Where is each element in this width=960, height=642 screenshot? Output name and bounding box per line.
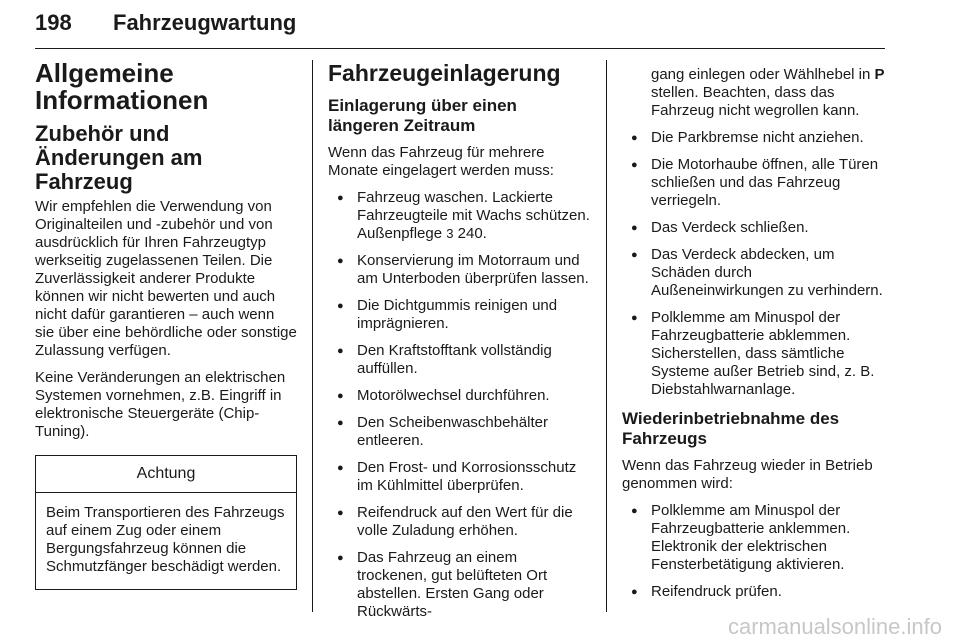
list-item: ● Den Kraftstofftank vollständig auffüllen. <box>328 342 590 378</box>
section-heading: Fahrzeugeinlagerung <box>328 60 561 86</box>
column-3 <box>622 66 886 611</box>
subsection-heading: Wiederinbetriebnahme des Fahrzeugs <box>622 409 840 448</box>
list-item: ● Den Frost- und Korrosionsschutz im Kühlmittel überprüfen. <box>328 459 590 495</box>
list-item: ● Fahrzeug waschen. Lackierte Fahrzeugteile mit Wachs schützen. Außenpflege 3 240. <box>328 189 590 243</box>
paragraph: Wenn das Fahrzeug für mehrere Monate eingelagert werden muss: <box>328 144 554 179</box>
section-heading: Allgemeine Informationen <box>35 58 209 115</box>
paragraph: Wir empfehlen die Verwendung von Originalteilen und -zubehör und von ausdrücklich für Ihren Fahrzeugtyp werkseitig zugelassenen Teilen. Die Zuverlässigkeit anderer Produkte können wir nicht bewerten und auch nicht dafür garantieren – auch wenn sie über eine behördliche oder sonstige Zulassung verfügen. <box>35 198 297 359</box>
restart-list <box>622 502 886 601</box>
subsection-heading: Zubehör und Änderungen am Fahrzeug <box>35 121 203 194</box>
column-divider <box>606 60 607 612</box>
list-item: ● Reifendruck prüfen. <box>622 583 886 601</box>
column-2 <box>328 60 590 631</box>
page-title: Fahrzeugwartung <box>113 10 297 35</box>
list-item: ● Konservierung im Motorraum und am Unterboden überprüfen lassen. <box>328 252 590 288</box>
list-item: ● Motorölwechsel durchführen. <box>328 387 590 405</box>
page-ref-arrow-icon: 3 <box>446 226 454 241</box>
storage-list <box>328 189 590 621</box>
list-item: ● Die Motorhaube öffnen, alle Türen schließen und das Fahrzeug verriegeln. <box>622 156 886 210</box>
list-item: ● Reifendruck auf den Wert für die volle Zuladung erhöhen. <box>328 504 590 540</box>
list-item: ● Polklemme am Minuspol der Fahrzeugbatterie anklemmen. Elektronik der elektrischen Fensterbetätigung aktivieren. <box>622 502 886 574</box>
page-ref-link[interactable]: 240. <box>457 225 487 242</box>
watermark: carmanualsonline.info <box>727 614 942 639</box>
list-item: ● Die Dichtgummis reinigen und imprägnieren. <box>328 297 590 333</box>
list-item: ● Die Parkbremse nicht anziehen. <box>622 129 886 147</box>
storage-list-continued <box>622 129 886 399</box>
list-item: ● Das Verdeck schließen. <box>622 219 886 237</box>
continued-paragraph: gang einlegen oder Wählhebel in P stellen. Beachten, dass das Fahrzeug nicht wegrollen kann. <box>651 66 885 119</box>
paragraph: Wenn das Fahrzeug wieder in Betrieb genommen wird: <box>622 457 873 492</box>
list-item: ● Den Scheibenwaschbehälter entleeren. <box>328 414 590 450</box>
page-number: 198 <box>35 10 72 35</box>
warning-title: Achtung <box>36 456 296 493</box>
warning-text: Beim Transportieren des Fahrzeugs auf einem Zug oder einem Bergungsfahrzeug können die Schmutzfänger beschädigt werden. <box>46 504 285 575</box>
page-header <box>35 0 885 49</box>
warning-box <box>35 455 297 590</box>
paragraph: Keine Veränderungen an elektrischen Systemen vornehmen, z.B. Eingriff in elektronische Steuergeräte (Chip-Tuning). <box>35 369 286 440</box>
list-item: ● Polklemme am Minuspol der Fahrzeugbatterie abklemmen. Sicherstellen, dass sämtliche Systeme außer Betrieb sind, z. B. Diebstahlwarnanlage. <box>622 309 886 399</box>
subsection-heading: Einlagerung über einen längeren Zeitraum <box>328 96 517 135</box>
list-item: ● Das Fahrzeug an einem trockenen, gut belüfteten Ort abstellen. Ersten Gang oder Rückwärts- <box>328 549 590 621</box>
column-1 <box>35 60 297 590</box>
column-divider <box>312 60 313 612</box>
list-item: ● Das Verdeck abdecken, um Schäden durch Außeneinwirkungen zu verhindern. <box>622 246 886 300</box>
